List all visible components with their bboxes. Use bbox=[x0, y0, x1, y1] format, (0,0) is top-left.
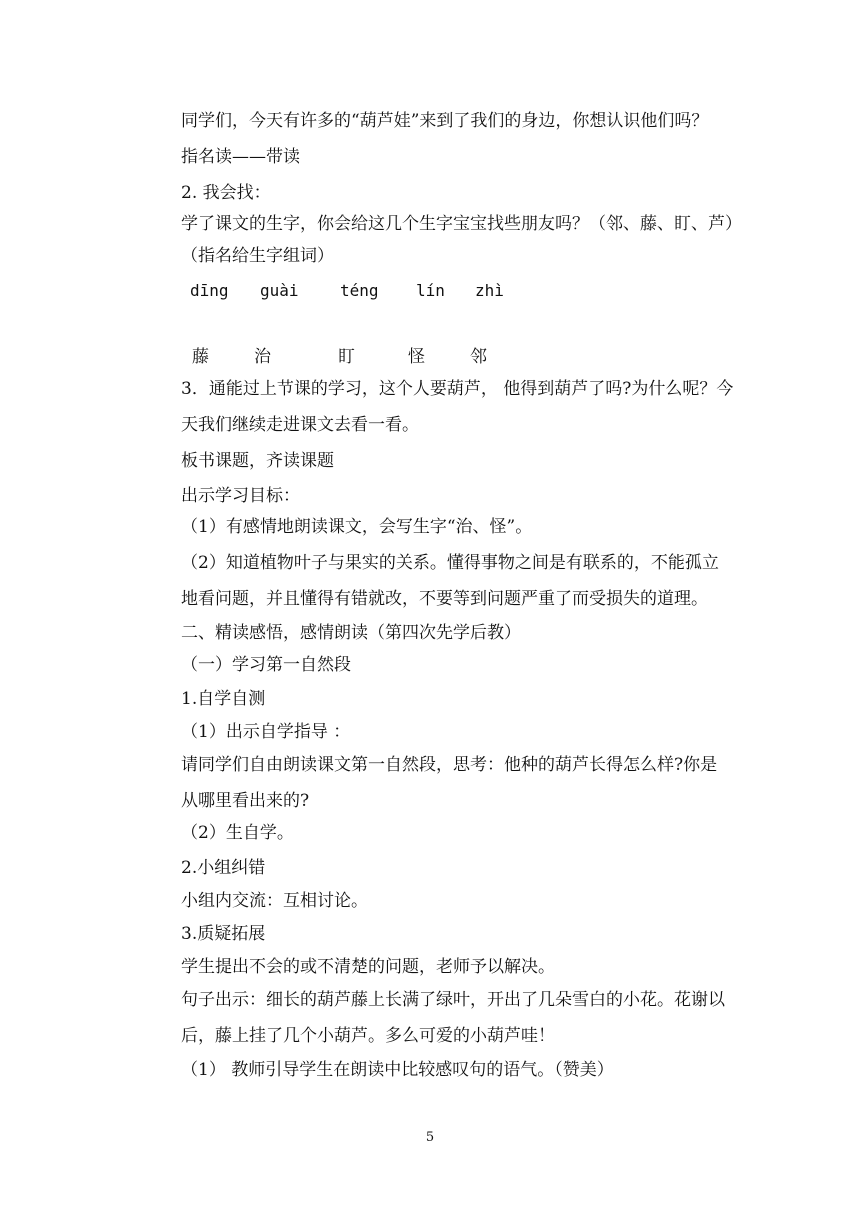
paragraph-line: 小组内交流：互相讨论。 bbox=[181, 891, 368, 911]
paragraph-line: （1） 教师引导学生在朗读中比较感叹句的语气。（赞美） bbox=[181, 1060, 614, 1080]
section-heading: 3.质疑拓展 bbox=[181, 924, 266, 944]
page-number: 5 bbox=[425, 1130, 435, 1145]
section-heading: 1.自学自测 bbox=[181, 689, 266, 709]
character-item: 怪 bbox=[408, 347, 425, 367]
character-item: 治 bbox=[254, 347, 271, 367]
paragraph-line: 学生提出不会的或不清楚的问题，老师予以解决。 bbox=[181, 957, 555, 977]
paragraph-line: 天我们继续走进课文去看一看。 bbox=[181, 415, 419, 435]
paragraph-line: 请同学们自由朗读课文第一自然段，思考：他种的葫芦长得怎么样?你是 bbox=[181, 755, 718, 775]
paragraph-line: （1）有感情地朗读课文，会写生字“治、怪”。 bbox=[181, 517, 533, 537]
paragraph-line: 学了课文的生字，你会给这几个生字宝宝找些朋友吗？（邻、藤、盯、芦） bbox=[181, 214, 742, 234]
paragraph-line: （1）出示自学指导 ： bbox=[181, 722, 351, 742]
paragraph-line: （2）生自学。 bbox=[181, 823, 294, 843]
character-item: 藤 bbox=[192, 347, 209, 367]
pinyin-item: guài bbox=[260, 281, 299, 300]
paragraph-line: 出示学习目标： bbox=[181, 486, 300, 506]
paragraph-line: （指名给生字组词） bbox=[181, 246, 334, 266]
paragraph-line: 句子出示：细长的葫芦藤上长满了绿叶，开出了几朵雪白的小花。花谢以 bbox=[181, 990, 725, 1010]
paragraph-line: （2）知道植物叶子与果实的关系。懂得事物之间是有联系的，不能孤立 bbox=[181, 553, 719, 573]
character-item: 邻 bbox=[470, 347, 487, 367]
paragraph-line: 3．通能过上节课的学习，这个人要葫芦， 他得到葫芦了吗?为什么呢？今 bbox=[181, 379, 734, 399]
pinyin-item: lín bbox=[416, 281, 445, 300]
paragraph-line: 从哪里看出来的? bbox=[181, 791, 310, 811]
pinyin-item: dīng bbox=[190, 281, 229, 300]
section-heading: 2. 我会找： bbox=[181, 183, 271, 203]
section-heading: 2.小组纠错 bbox=[181, 858, 266, 878]
section-heading: （一）学习第一自然段 bbox=[181, 655, 351, 675]
paragraph-line: 后，藤上挂了几个小葫芦。多么可爱的小葫芦哇！ bbox=[181, 1026, 555, 1046]
paragraph-line: 地看问题，并且懂得有错就改，不要等到问题严重了而受损失的道理。 bbox=[181, 589, 708, 609]
pinyin-item: zhì bbox=[475, 281, 504, 300]
section-heading: 二、精读感悟，感情朗读（第四次先学后教） bbox=[181, 623, 521, 643]
pinyin-item: téng bbox=[340, 281, 379, 300]
paragraph-line: 板书课题，齐读课题 bbox=[181, 451, 334, 471]
character-item: 盯 bbox=[338, 347, 355, 367]
paragraph-line: 同学们，今天有许多的“葫芦娃”来到了我们的身边，你想认识他们吗？ bbox=[181, 111, 709, 131]
paragraph-line: 指名读——带读 bbox=[181, 147, 300, 167]
